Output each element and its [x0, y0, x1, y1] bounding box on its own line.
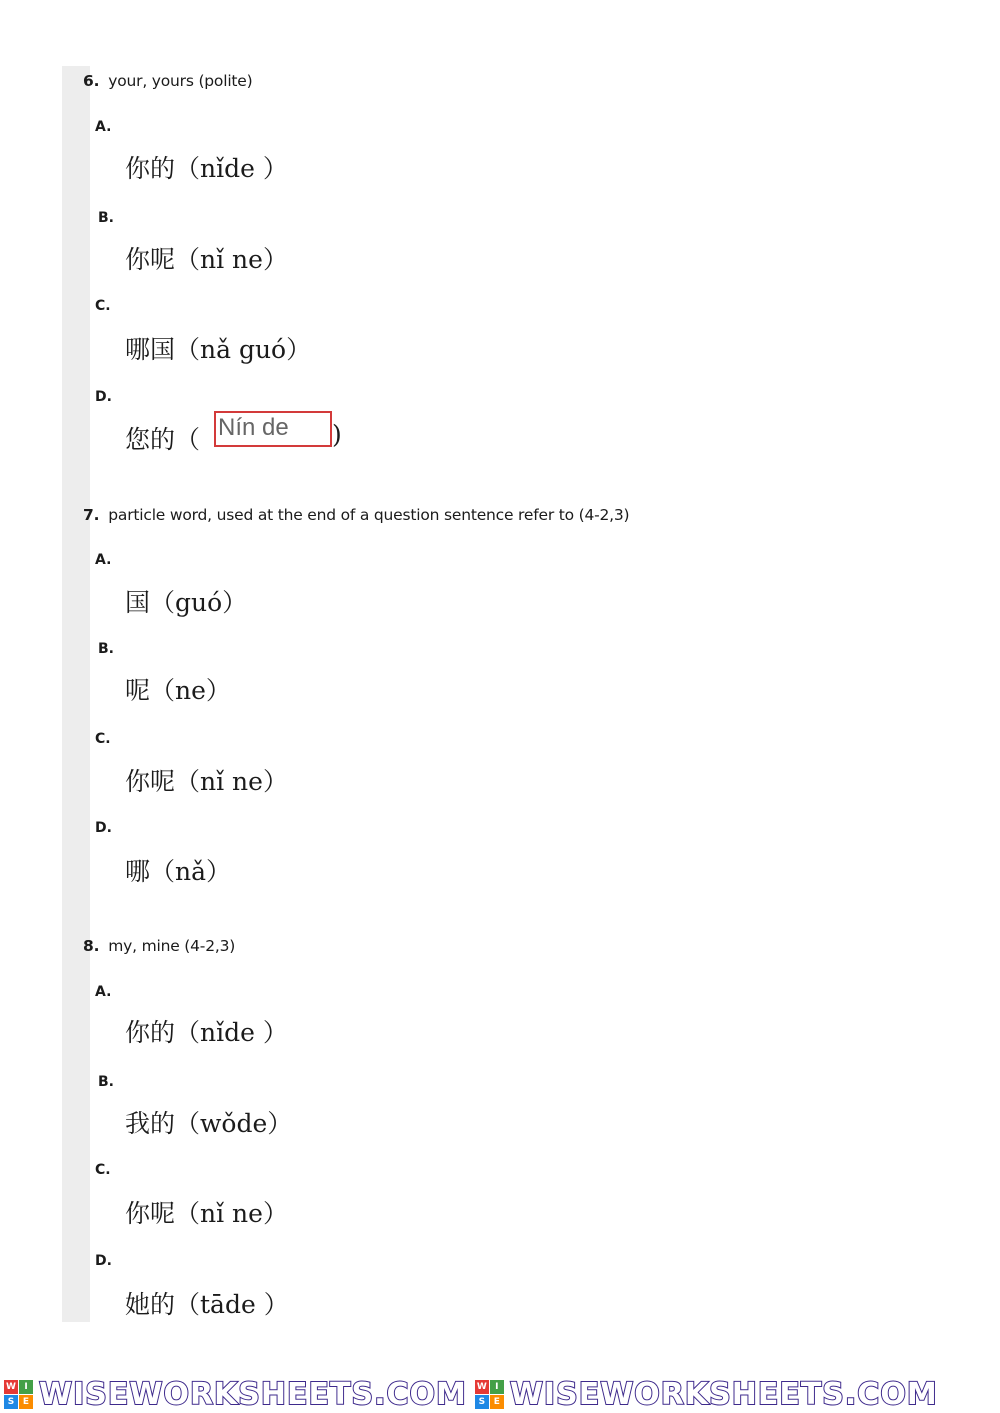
brand-text: WISEWORKSHEETS.COM — [509, 1376, 938, 1412]
option-c[interactable]: 哪国（nǎ guó） — [125, 335, 312, 364]
answer-close-paren: ) — [332, 420, 342, 449]
option-letter-b: B. — [98, 641, 114, 657]
option-letter-c: C. — [95, 298, 111, 314]
option-d[interactable]: 她的（tāde ） — [125, 1290, 289, 1319]
answer-input[interactable]: Nín de — [214, 411, 332, 447]
option-letter-c: C. — [95, 1162, 111, 1178]
option-letter-d: D. — [95, 1253, 112, 1269]
question-prompt: your, yours (polite) — [108, 72, 253, 90]
option-letter-b: B. — [98, 1074, 114, 1090]
option-b[interactable]: 你呢（nǐ ne） — [125, 245, 288, 274]
option-c[interactable]: 你呢（nǐ ne） — [125, 1199, 288, 1228]
question-8-title — [83, 937, 235, 955]
footer-watermark — [0, 1375, 1000, 1413]
question-number: 6. — [83, 72, 100, 90]
option-a[interactable]: 国（guó） — [125, 588, 248, 617]
brand-logo — [475, 1377, 938, 1412]
question-6-title — [83, 72, 253, 90]
option-letter-d: D. — [95, 389, 112, 405]
logo-grid-icon: W I S E — [475, 1380, 504, 1409]
option-letter-a: A. — [95, 119, 112, 135]
option-letter-c: C. — [95, 731, 111, 747]
option-a[interactable]: 你的（nǐde ） — [125, 1018, 288, 1047]
option-d[interactable]: 您的（ — [125, 425, 201, 454]
question-prompt: my, mine (4-2,3) — [108, 937, 236, 955]
option-letter-a: A. — [95, 552, 112, 568]
option-d[interactable]: 哪（nǎ） — [125, 857, 232, 886]
question-7-title — [83, 506, 629, 524]
question-prompt: particle word, used at the end of a question sentence refer to (4-2,3) — [108, 506, 630, 524]
question-number: 8. — [83, 937, 100, 955]
option-letter-d: D. — [95, 820, 112, 836]
option-b[interactable]: 我的（wǒde） — [125, 1109, 293, 1138]
option-letter-a: A. — [95, 984, 112, 1000]
question-side-bar — [62, 66, 90, 1322]
option-b[interactable]: 呢（ne） — [125, 676, 231, 705]
option-letter-b: B. — [98, 210, 114, 226]
brand-text: WISEWORKSHEETS.COM — [39, 1376, 467, 1412]
brand-logo — [4, 1377, 467, 1412]
option-a[interactable]: 你的（nǐde ） — [125, 154, 288, 183]
option-c[interactable]: 你呢（nǐ ne） — [125, 767, 288, 796]
logo-grid-icon: W I S E — [4, 1380, 33, 1409]
question-number: 7. — [83, 506, 100, 524]
